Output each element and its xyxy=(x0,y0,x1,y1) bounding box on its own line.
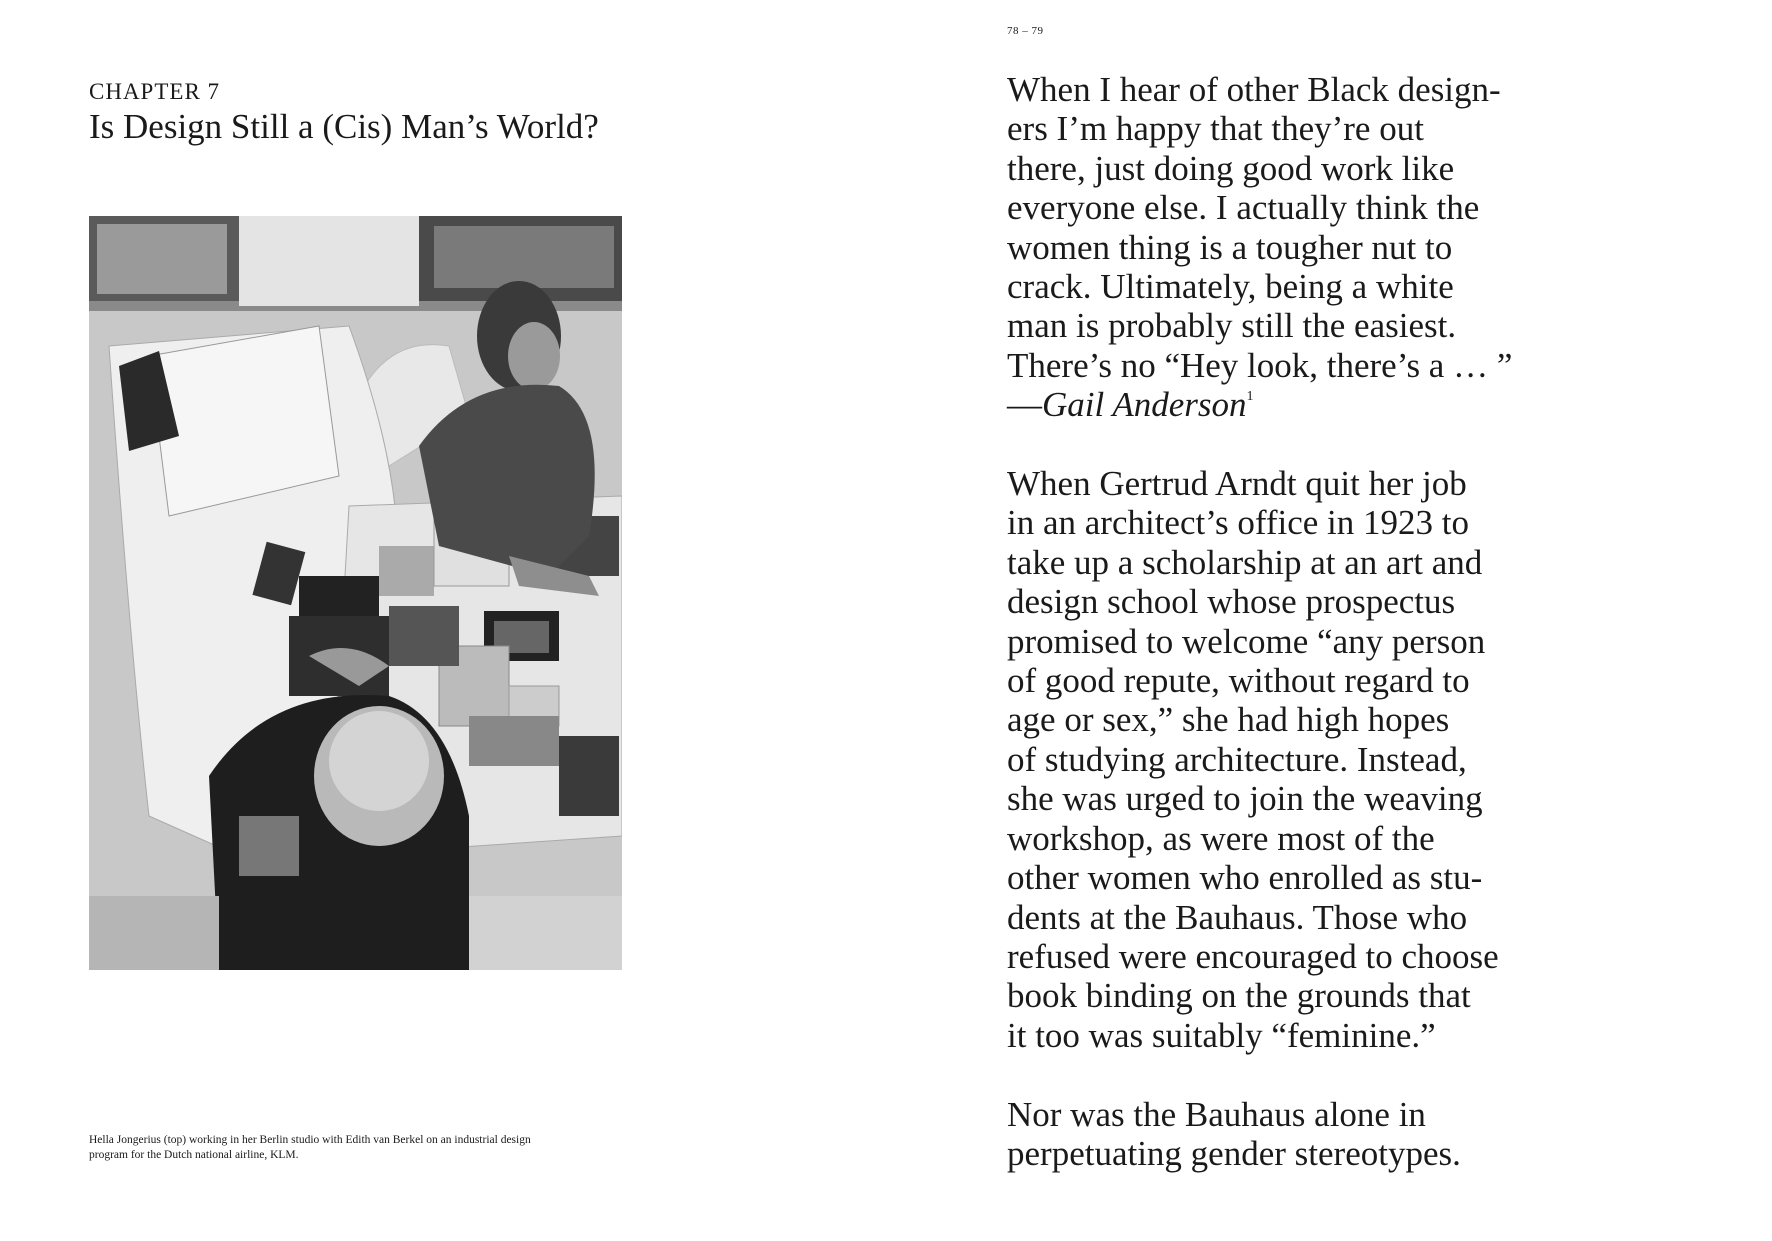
quote-line: women thing is a tougher nut to xyxy=(1007,227,1453,267)
paragraph-line: promised to welcome “any person xyxy=(1007,621,1486,661)
paragraph-line: take up a scholarship at an art and xyxy=(1007,542,1483,582)
photo xyxy=(89,216,622,970)
paragraph-line: she was urged to join the weaving xyxy=(1007,779,1483,819)
paragraph-gap xyxy=(1007,1055,1567,1094)
chapter-title: Is Design Still a (Cis) Man’s World? xyxy=(89,107,599,146)
body-text xyxy=(1007,70,1567,1173)
quote-line: ers I’m happy that they’re out xyxy=(1007,109,1424,149)
footnote-marker: 1 xyxy=(1246,389,1254,405)
quote-line: man is probably still the easiest. xyxy=(1007,306,1457,346)
page-numbers: 78 – 79 xyxy=(1007,25,1044,37)
quote-line: When I hear of other Black design- xyxy=(1007,70,1501,109)
quote-line: There’s no “Hey look, there’s a … ” xyxy=(1007,345,1513,385)
paragraph-line: design school whose prospectus xyxy=(1007,582,1456,622)
paragraph-line: perpetuating gender stereotypes. xyxy=(1007,1133,1461,1173)
paragraph-line: of studying architecture. Instead, xyxy=(1007,739,1467,779)
caption-line: program for the Dutch national airline, KLM. xyxy=(89,1149,299,1161)
paragraph-gap xyxy=(1007,425,1567,464)
caption-line: Hella Jongerius (top) working in her Berlin studio with Edith van Berkel on an industrial design xyxy=(89,1134,531,1146)
paragraph-line: workshop, as were most of the xyxy=(1007,818,1435,858)
paragraph-line: other women who enrolled as stu- xyxy=(1007,858,1483,898)
paragraph-line: When Gertrud Arndt quit her job xyxy=(1007,464,1467,504)
attribution-name: Gail Anderson xyxy=(1042,385,1247,425)
attribution-dash: — xyxy=(1007,385,1042,425)
paragraph-line: it too was suitably “feminine.” xyxy=(1007,1015,1436,1055)
quote-line: everyone else. I actually think the xyxy=(1007,188,1480,228)
paragraph-line: dents at the Bauhaus. Those who xyxy=(1007,897,1468,937)
chapter-label xyxy=(89,74,220,109)
right-page xyxy=(886,0,1772,1241)
quote-line: crack. Ultimately, being a white xyxy=(1007,267,1454,307)
paragraph-line: refused were encouraged to choose xyxy=(1007,936,1499,976)
paragraph-line: age or sex,” she had high hopes xyxy=(1007,700,1450,740)
paragraph-line: book binding on the grounds that xyxy=(1007,976,1471,1016)
chapter-label-text: CHAPTER 7 xyxy=(89,79,221,104)
photo-caption xyxy=(89,1133,629,1163)
photo-illustration-icon xyxy=(89,216,622,970)
quote-attribution xyxy=(1007,385,1567,424)
paragraph-line: in an architect’s office in 1923 to xyxy=(1007,503,1469,543)
paragraph-line: Nor was the Bauhaus alone in xyxy=(1007,1094,1426,1134)
paragraph-line: of good repute, without regard to xyxy=(1007,661,1470,701)
quote-line: there, just doing good work like xyxy=(1007,148,1455,188)
